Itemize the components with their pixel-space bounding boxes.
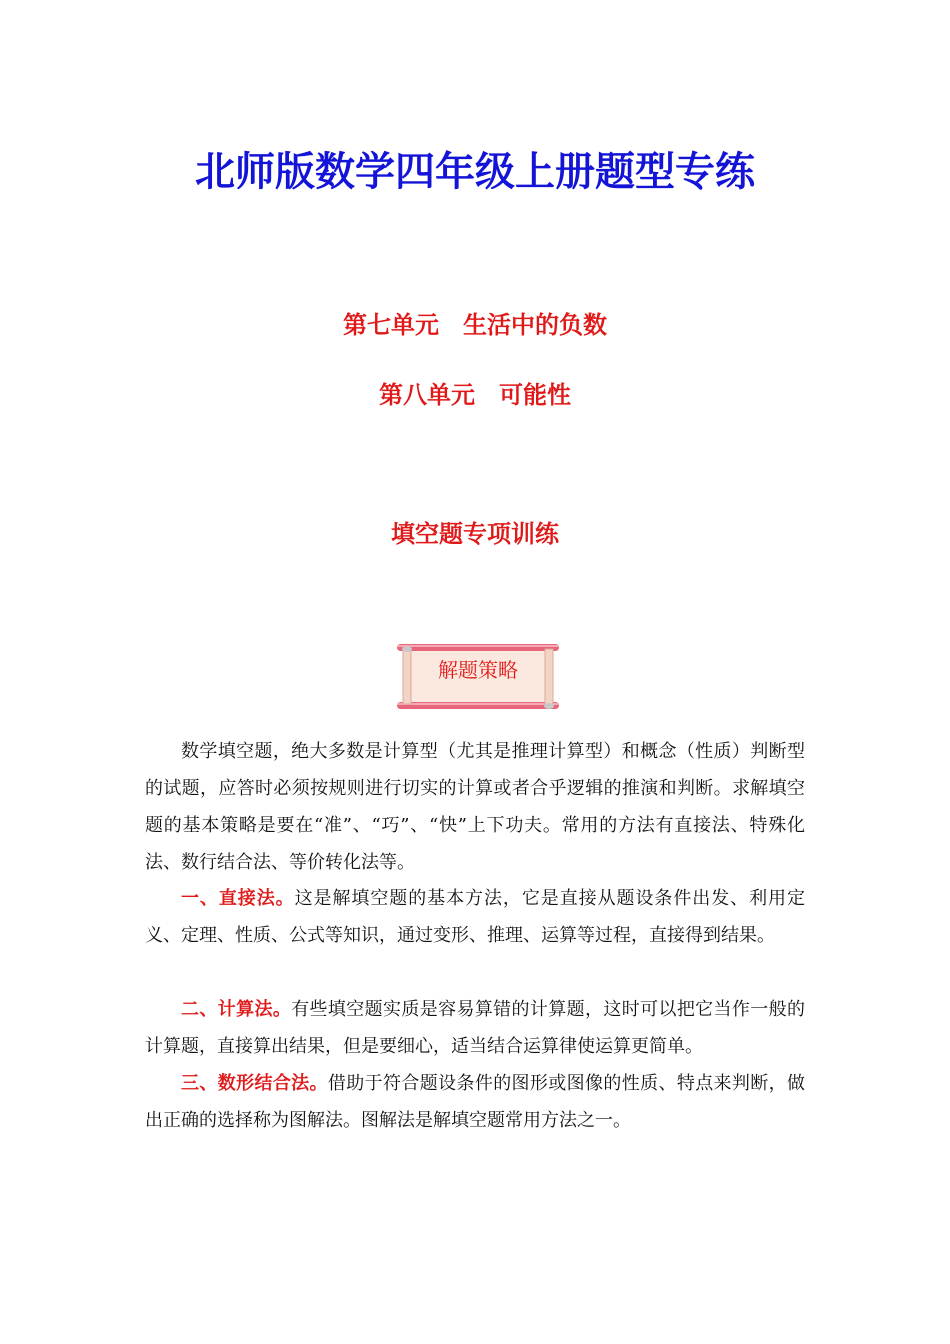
strategy-banner [393,640,563,712]
method-3-heading: 三、数形结合法。 [181,1073,328,1094]
section-title: 填空题专项训练 [391,520,559,548]
method-2-paragraph [145,991,805,1065]
banner-label: 解题策略 [438,658,518,682]
intro-paragraph: 数学填空题，绝大多数是计算型（尤其是推理计算型）和概念（性质）判断型的试题，应答时必须按规则进行切实的计算或者合乎逻辑的推演和判断。求解填空题的基本策略是要在“准”、“巧”、“快”上下功夫。常用的方法有直接法、特殊化法、数行结合法、等价转化法等。 [145,741,805,873]
method-3-body: 借助于符合题设条件的图形或图像的性质、特点来判断，做出正确的选择称为图解法。图解法是解填空题常用方法之一。 [145,1073,806,1131]
method-2-body: 有些填空题实质是容易算错的计算题，这时可以把它当作一般的计算题，直接算出结果，但是要细心，适当结合运算律使运算更简单。 [145,999,806,1057]
unit-7-title: 第七单元 生活中的负数 [343,311,607,339]
method-3-paragraph [145,1065,805,1139]
method-1-heading: 一、直接法。 [181,888,295,909]
method-1-paragraph [145,880,805,954]
unit-8-title: 第八单元 可能性 [379,381,571,409]
method-2-heading: 二、计算法。 [181,999,292,1020]
page-title: 北师版数学四年级上册题型专练 [195,149,755,195]
method-1-body: 这是解填空题的基本方法，它是直接从题设条件出发、利用定义、定理、性质、公式等知识，通过变形、推理、运算等过程，直接得到结果。 [145,888,805,946]
